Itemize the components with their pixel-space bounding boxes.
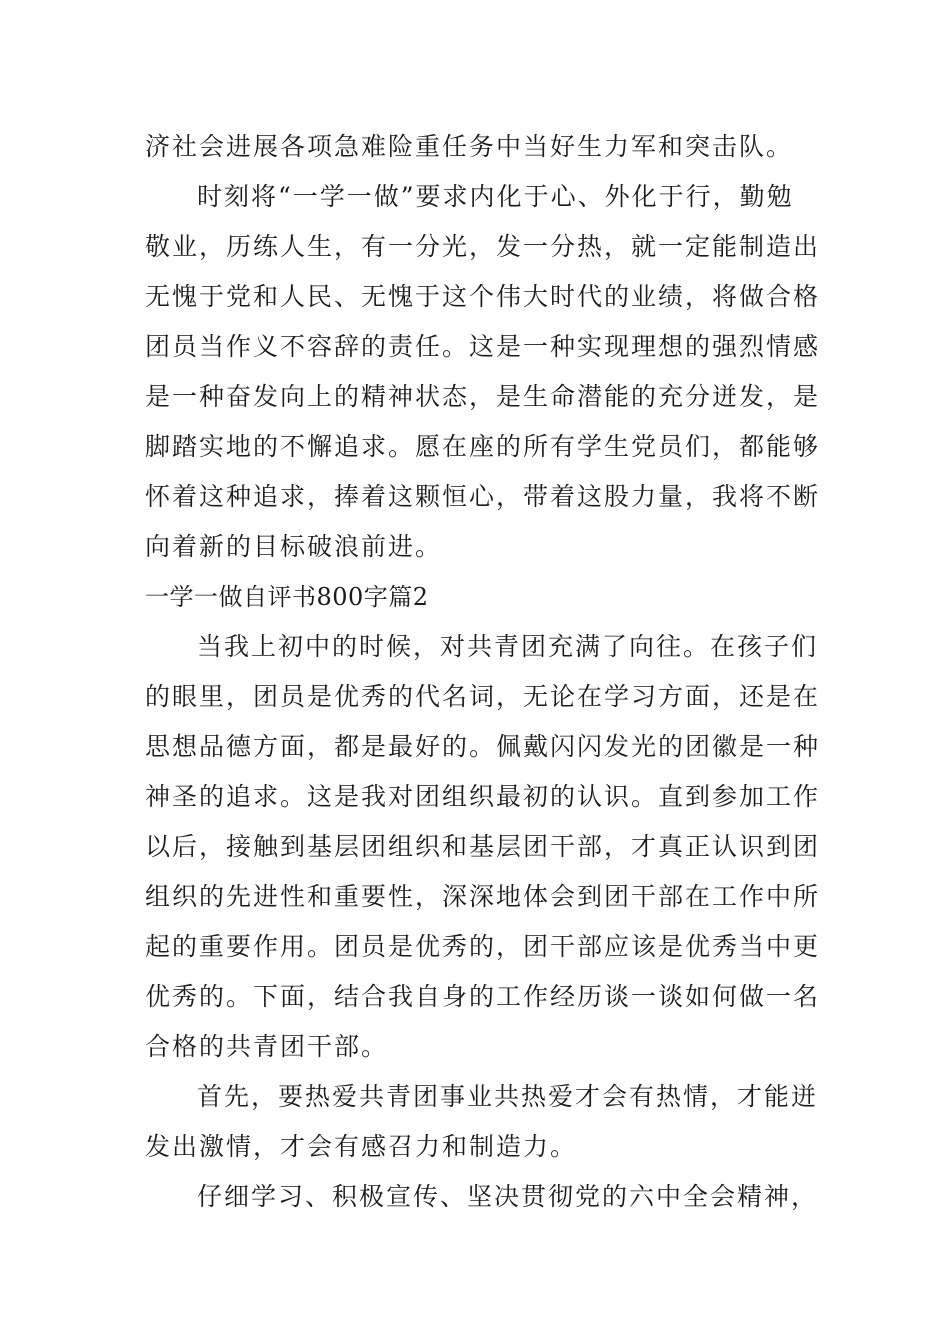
paragraph-line: 仔细学习、积极宣传、坚决贯彻党的六中全会精神， <box>197 1182 819 1211</box>
paragraph-line: 无愧于党和人民、无愧于这个伟大时代的业绩，将做合格 <box>145 282 821 311</box>
section-heading: 一学一做自评书800字篇2 <box>145 583 429 611</box>
paragraph-line: 当我上初中的时候，对共青团充满了向往。在孩子们 <box>197 632 819 661</box>
paragraph-line: 的眼里，团员是优秀的代名词，无论在学习方面，还是在 <box>145 682 821 711</box>
paragraph-line: 首先，要热爱共青团事业共热爱才会有热情，才能迸 <box>197 1082 819 1111</box>
document-body <box>145 122 821 1222</box>
paragraph-line: 优秀的。下面，结合我自身的工作经历谈一谈如何做一名 <box>145 982 821 1011</box>
paragraph-line: 发出激情，才会有感召力和制造力。 <box>145 1132 578 1161</box>
paragraph-line: 思想品德方面，都是最好的。佩戴闪闪发光的团徽是一种 <box>145 732 821 761</box>
paragraph-line: 起的重要作用。团员是优秀的，团干部应该是优秀当中更 <box>145 932 821 961</box>
paragraph-line: 是一种奋发向上的精神状态，是生命潜能的充分迸发，是 <box>145 382 821 411</box>
paragraph-line: 合格的共青团干部。 <box>145 1032 389 1061</box>
paragraph-line: 脚踏实地的不懈追求。愿在座的所有学生党员们，都能够 <box>145 432 821 461</box>
paragraph-line: 以后，接触到基层团组织和基层团干部，才真正认识到团 <box>145 832 821 861</box>
paragraph-line: 怀着这种追求，捧着这颗恒心，带着这股力量，我将不断 <box>145 482 821 511</box>
paragraph-line: 神圣的追求。这是我对团组织最初的认识。直到参加工作 <box>145 782 821 811</box>
paragraph-line: 时刻将“一学一做”要求内化于心、外化于行，勤勉 <box>197 182 794 211</box>
paragraph-line: 向着新的目标破浪前进。 <box>145 532 443 561</box>
paragraph-line: 敬业，历练人生，有一分光，发一分热，就一定能制造出 <box>145 232 821 261</box>
paragraph-line: 团员当作义不容辞的责任。这是一种实现理想的强烈情感 <box>145 332 821 361</box>
paragraph-line: 济社会进展各项急难险重任务中当好生力军和突击队。 <box>145 132 794 161</box>
paragraph-line: 组织的先进性和重要性，深深地体会到团干部在工作中所 <box>145 882 821 911</box>
